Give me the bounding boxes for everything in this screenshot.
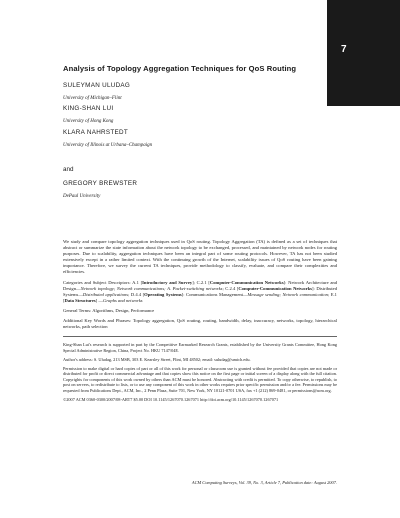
chapter-number: 7 (341, 44, 347, 55)
copyright-doi: ©2007 ACM 0360-0300/2007/08-ART7 $5.00 DOI 10.1145/1267070.1267071 http://doi.acm.org/10.1145/1267070.1267071 (63, 396, 279, 402)
author-affiliation: University of Michigan–Flint (63, 96, 122, 101)
paper-title: Analysis of Topology Aggregation Techniques for QoS Routing (63, 64, 297, 73)
and-separator: and (63, 166, 74, 173)
general-terms: General Terms: Algorithms, Design, Performance (63, 307, 155, 313)
abstract-text: We study and compare topology aggregation techniques used in QoS routing. Topology Aggregation (TA) is defined as a set of techniques that abstract or summarize the state information about the network topology to be exchanged, processed, and maintained by network nodes for routing purposes. Due to scalability, aggregation techniques have been an integral part of some routing protocols. However, TA has not been studied extensively except in a rather limited context. With the continuing growth of the Internet, scalability issues of QoS routing have been gaining importance. Therefore, we survey the current TA techniques, provide methodology to classify, evaluate, and compare their complexities and efficiencies. (63, 239, 337, 275)
author-name: KING-SHAN LUI (63, 105, 114, 112)
permission-notice: Permission to make digital or hard copies of part or all of this work for personal or classroom use is granted without fee provided that copies are not made or distributed for profit or direct commercial advantage and that copies show this notice on the first page or initial screen of a display along with the full citation. Copyrights for components of this work owned by others than ACM must be honored. Abstracting with credit is permitted. To copy otherwise, to republish, to post on servers, to redistribute to lists, or to use any component of this work in other works requires prior specific permission and/or a fee. Permissions may be requested from Publications Dept., ACM, Inc., 2 Penn Plaza, Suite 701, New York, NY 10121-0701 USA, fax +1 (212) 869-0481, or permissions@acm.org. (63, 365, 337, 393)
footnote-rule (63, 336, 337, 337)
author-name: SULEYMAN ULUDAG (63, 82, 131, 89)
author-address: Author's address: S. Uludag, 213 MSB, 303 E. Kearsley Street, Flint, MI 48502; email: suludag@umich.edu. (63, 356, 251, 362)
author-block (63, 129, 333, 148)
abstract-section (63, 239, 337, 334)
author-block (63, 180, 333, 199)
footnotes (63, 342, 337, 406)
author-name: GREGORY BREWSTER (63, 180, 138, 187)
author-affiliation: University of Illinois at Urbana–Champaign (63, 143, 153, 148)
journal-footer: ACM Computing Surveys, Vol. 39, No. 3, Article 7, Publication date: August 2007. (191, 480, 337, 485)
chapter-tab (327, 0, 400, 106)
keywords: Additional Key Words and Phrases: Topology aggregation, QoS routing, routing, bandwidth, delay, inaccuracy, networks, topology, hierarchical networks, path selection (63, 318, 337, 330)
author-affiliation: University of Hong Kong (63, 119, 114, 124)
funding-note: King-Shan Lui's research is supported in part by the Competitive Earmarked Research Grants, established by the University Grants Committee, Hong Kong Special Administrative Region, China, Project No. HKU 7147/04E. (63, 342, 337, 353)
subject-descriptors: Categories and Subject Descriptors: A.1 [Introductory and Survey]; C.2.1 [Computer-Communication Networks]: Network Architecture and Design—Network topology; Network communications; A. Packet-switching networks; C.2.4 [Computer-Communication Networks]: Distributed Systems—Distributed applications; D.4.4 [Operating Systems]: Communications Management—Message sending; Network communication; E.1 [Data Structures] —Graphs and networks (63, 279, 337, 303)
author-affiliation: DePaul University (63, 194, 101, 199)
author-block (63, 105, 333, 124)
author-block (63, 82, 333, 101)
author-name: KLARA NAHRSTEDT (63, 129, 129, 136)
